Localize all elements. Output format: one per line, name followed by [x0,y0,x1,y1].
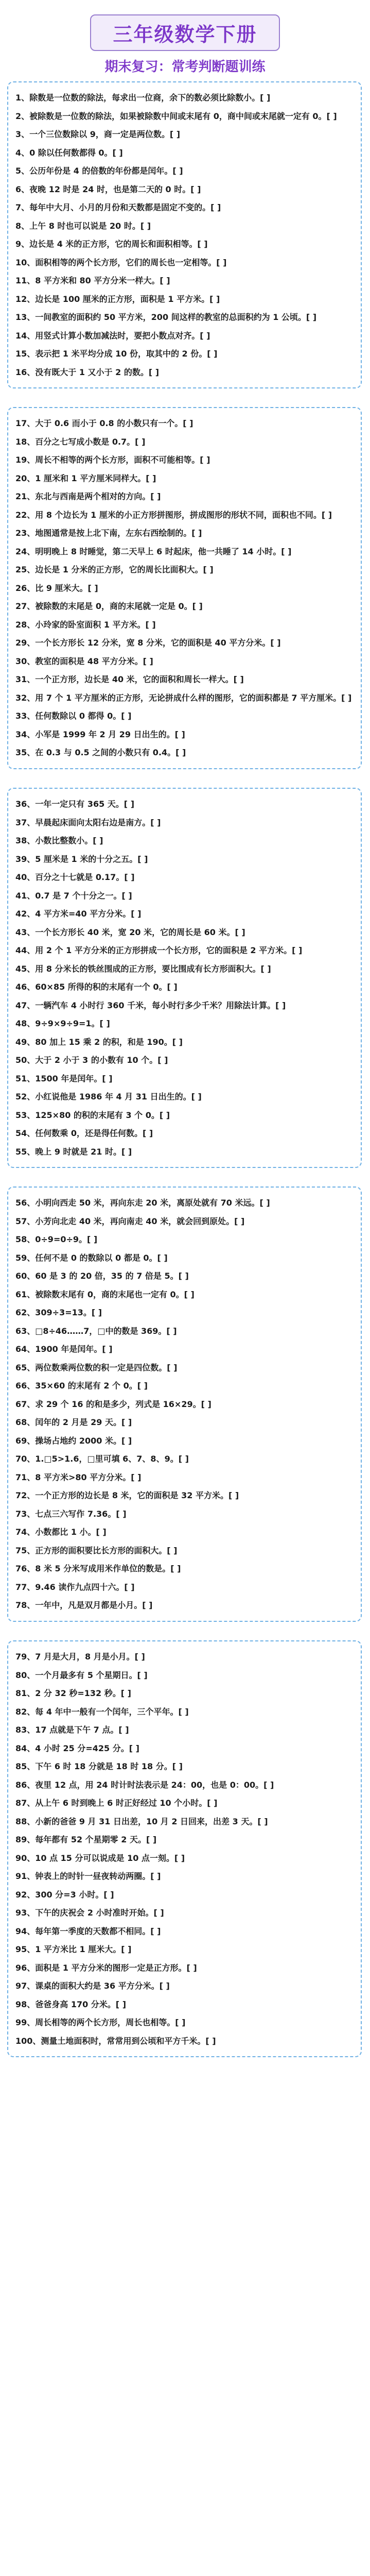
question-item: 11、8 平方米和 80 平方分米一样大。[ ] [15,276,170,285]
question-item: 84、4 小时 25 分=425 分。[ ] [15,1743,139,1753]
question-item: 72、一个正方形的边长是 8 米，它的面积是 32 平方米。[ ] [15,1490,239,1500]
question-item: 3、一个三位数除以 9，商一定是两位数。[ ] [15,129,181,139]
question-item: 33、任何数除以 0 都得 0。[ ] [15,711,132,721]
question-item: 5、公历年份是 4 的倍数的年份都是闰年。[ ] [15,166,183,176]
question-item: 14、用竖式计算小数加减法时，要把小数点对齐。[ ] [15,330,210,341]
question-item: 7、每年中大月、小月的月份和天数都是固定不变的。[ ] [15,202,221,212]
question-item: 92、300 分=3 小时。[ ] [15,1889,114,1900]
question-item: 39、5 厘米是 1 米的十分之五。[ ] [15,854,148,864]
question-item: 59、任何不是 0 的数除以 0 都是 0。[ ] [15,1252,168,1263]
question-item: 37、早晨起床面向太阳右边是南方。[ ] [15,817,161,827]
question-item: 96、面积是 1 平方分米的图形一定是正方形。[ ] [15,1962,197,1973]
question-item: 48、9÷9×9÷9=1。[ ] [15,1019,110,1028]
question-item: 46、60×85 所得的积的末尾有一个 0。[ ] [15,982,178,992]
question-item: 2、被除数是一位数的除法，如果被除数中间或末尾有 0，商中间或末尾就一定有 0。[ ] [15,111,337,121]
question-item: 89、每年都有 52 个星期零 2 天。[ ] [15,1835,157,1844]
question-item: 1、除数是一位数的除法，每求出一位商，余下的数必须比除数小。[ ] [15,93,271,103]
question-item: 64、1900 年是闰年。[ ] [15,1344,113,1354]
question-item: 98、爸爸身高 170 分米。[ ] [15,1999,127,2009]
question-item: 6、夜晚 12 时是 24 时，也是第二天的 0 时。[ ] [15,184,201,194]
question-item: 70、1.□5>1.6，□里可填 6、7、8、9。[ ] [15,1454,189,1464]
question-item: 73、七点三六写作 7.36。[ ] [15,1509,127,1519]
question-item: 74、小数都比 1 小。[ ] [15,1527,107,1537]
question-item: 86、夜里 12 点，用 24 时计时法表示是 24：00，也是 0：00。[ ] [15,1780,274,1790]
question-box-4 [7,1187,362,1622]
question-item: 29、一个长方形长 12 分米，宽 8 分米，它的面积是 40 平方分米。[ ] [15,638,281,648]
question-item: 69、操场占地约 2000 米。[ ] [15,1435,132,1446]
question-item: 99、周长相等的两个长方形，周长也相等。[ ] [15,2018,186,2027]
question-item: 24、明明晚上 8 时睡觉，第二天早上 6 时起床，他一共睡了 14 小时。[ ] [15,546,292,556]
question-item: 8、上午 8 时也可以说是 20 时。[ ] [15,221,151,231]
page-subtitle: 期末复习：常考判断题训练 [104,59,266,75]
question-item: 30、教室的面积是 48 平方分米。[ ] [15,656,153,666]
question-item: 15、表示把 1 米平均分成 10 份，取其中的 2 份。[ ] [15,349,218,359]
question-item: 23、地图通常是按上北下南，左东右西绘制的。[ ] [15,528,202,538]
question-item: 36、一年一定只有 365 天。[ ] [15,799,135,809]
question-item: 38、小数比整数小。[ ] [15,836,103,845]
question-item: 88、小新的爸爸 9 月 31 日出差，10 月 2 日回来，出差 3 天。[ ] [15,1816,268,1826]
question-item: 76、8 米 5 分米写成用米作单位的数是。[ ] [15,1564,181,1573]
question-item: 16、没有既大于 1 又小于 2 的数。[ ] [15,367,160,377]
question-item: 66、35×60 的末尾有 2 个 0。[ ] [15,1381,148,1391]
question-item: 79、7 月是大月，8 月是小月。[ ] [15,1652,145,1662]
question-item: 41、0.7 是 7 个十分之一。[ ] [15,890,132,901]
question-item: 71、8 平方米>80 平方分米。[ ] [15,1472,142,1482]
question-item: 45、用 8 分米长的铁丝围成的正方形，要比围成有长方形面积大。[ ] [15,963,271,974]
question-item: 4、0 除以任何数都得 0。[ ] [15,147,123,158]
question-item: 83、17 点就是下午 7 点。[ ] [15,1725,129,1735]
question-item: 97、课桌的面积大约是 36 平方分米。[ ] [15,1981,170,1991]
question-item: 26、比 9 厘米大。[ ] [15,583,98,593]
question-item: 10、面积相等的两个长方形，它们的周长也一定相等。[ ] [15,257,227,267]
question-box-1 [7,81,362,388]
question-item: 87、从上午 6 时到晚上 6 时正好经过 10 个小时。[ ] [15,1798,218,1808]
question-item: 62、309÷3=13。[ ] [15,1308,102,1317]
page-title: 三年级数学下册 [113,23,257,46]
question-item: 100、测量土地面积时，常常用到公顷和平方千米。[ ] [15,2036,216,2046]
question-item: 9、边长是 4 米的正方形，它的周长和面积相等。[ ] [15,239,208,249]
question-item: 78、一年中，凡是双月都是小月。[ ] [15,1600,153,1610]
question-item: 22、用 8 个边长为 1 厘米的小正方形拼图形，拼成图形的形状不同，面积也不同。[ ] [15,510,332,520]
question-item: 44、用 2 个 1 平方分米的正方形拼成一个长方形，它的面积是 2 平方米。[ ] [15,945,303,955]
question-item: 93、下午的庆祝会 2 小时准时开始。[ ] [15,1908,164,1918]
question-item: 35、在 0.3 与 0.5 之间的小数只有 0.4。[ ] [15,748,186,757]
question-item: 34、小军是 1999 年 2 月 29 日出生的。[ ] [15,729,185,739]
question-item: 85、下午 6 时 18 分就是 18 时 18 分。[ ] [15,1761,183,1771]
question-item: 21、东北与西南是两个相对的方向。[ ] [15,492,161,501]
question-item: 95、1 平方米比 1 厘米大。[ ] [15,1944,132,1954]
question-item: 17、大于 0.6 而小于 0.8 的小数只有一个。[ ] [15,418,193,428]
question-item: 40、百分之十七就是 0.17。[ ] [15,872,135,882]
question-item: 91、钟表上的时针一昼夜转动两圈。[ ] [15,1871,161,1881]
question-item: 80、一个月最多有 5 个星期日。[ ] [15,1670,148,1680]
question-item: 75、正方形的面积要比长方形的面积大。[ ] [15,1545,178,1555]
question-item: 68、闰年的 2 月是 29 天。[ ] [15,1417,132,1427]
question-item: 90、10 点 15 分可以说成是 10 点一刻。[ ] [15,1853,185,1863]
question-item: 61、被除数末尾有 0，商的末尾也一定有 0。[ ] [15,1289,195,1299]
question-item: 12、边长是 100 厘米的正方形，面积是 1 平方米。[ ] [15,294,220,304]
question-item: 27、被除数的末尾是 0，商的末尾就一定是 0。[ ] [15,601,203,611]
question-item: 77、9.46 读作九点四十六。[ ] [15,1582,135,1592]
question-item: 58、0÷9=0÷9。[ ] [15,1234,98,1244]
question-box-5 [7,1640,362,2057]
question-item: 57、小芳向北走 40 米，再向南走 40 米，就会回到原处。[ ] [15,1216,245,1226]
question-item: 52、小红说他是 1986 年 4 月 31 日出生的。[ ] [15,1092,202,1101]
header [0,0,370,75]
question-item: 47、一辆汽车 4 小时行 360 千米，每小时行多少千米？用除法计算。[ ] [15,1000,286,1010]
question-item: 13、一间教室的面积约 50 平方米，200 间这样的教室的总面积约为 1 公顷。[ ] [15,312,317,322]
question-item: 53、125×80 的积的末尾有 3 个 0。[ ] [15,1110,170,1120]
question-box-2 [7,407,362,769]
question-item: 20、1 厘米和 1 平方厘米同样大。[ ] [15,473,156,483]
question-item: 54、任何数乘 0，还是得任何数。[ ] [15,1128,153,1138]
question-item: 42、4 平方米=40 平方分米。[ ] [15,909,142,919]
question-item: 32、用 7 个 1 平方厘米的正方形，无论拼成什么样的图形，它的面积都是 7 平方厘米。[ ] [15,692,352,703]
question-item: 31、一个正方形，边长是 40 米，它的面积和周长一样大。[ ] [15,674,244,684]
question-item: 63、□8÷46……7，□中的数是 369。[ ] [15,1326,177,1336]
title-box [90,14,279,51]
question-item: 81、2 分 32 秒=132 秒。[ ] [15,1688,131,1698]
question-item: 55、晚上 9 时就是 21 时。[ ] [15,1146,132,1157]
question-item: 60、60 是 3 的 20 倍，35 的 7 倍是 5。[ ] [15,1271,189,1281]
question-box-3 [7,788,362,1168]
question-item: 51、1500 年是闰年。[ ] [15,1073,113,1083]
question-item: 67、求 29 个 16 的和是多少，列式是 16×29。[ ] [15,1399,212,1409]
question-item: 82、每 4 年中一般有一个闰年，三个平年。[ ] [15,1706,189,1717]
question-item: 50、大于 2 小于 3 的小数有 10 个。[ ] [15,1055,168,1065]
question-item: 56、小明向西走 50 米，再向东走 20 米，离原处就有 70 米远。[ ] [15,1198,270,1208]
question-item: 94、每年第一季度的天数都不相同。[ ] [15,1926,161,1936]
question-item: 49、80 加上 15 乘 2 的积，和是 190。[ ] [15,1037,183,1047]
question-item: 65、两位数乘两位数的积一定是四位数。[ ] [15,1362,178,1372]
question-item: 28、小玲家的卧室面积 1 平方米。[ ] [15,619,156,630]
question-item: 18、百分之七写成小数是 0.7。[ ] [15,436,146,447]
question-item: 19、周长不相等的两个长方形，面积不可能相等。[ ] [15,455,210,465]
question-item: 43、一个长方形长 40 米，宽 20 米，它的周长是 60 米。[ ] [15,927,245,937]
question-item: 25、边长是 1 分米的正方形，它的周长比面积大。[ ] [15,565,214,574]
